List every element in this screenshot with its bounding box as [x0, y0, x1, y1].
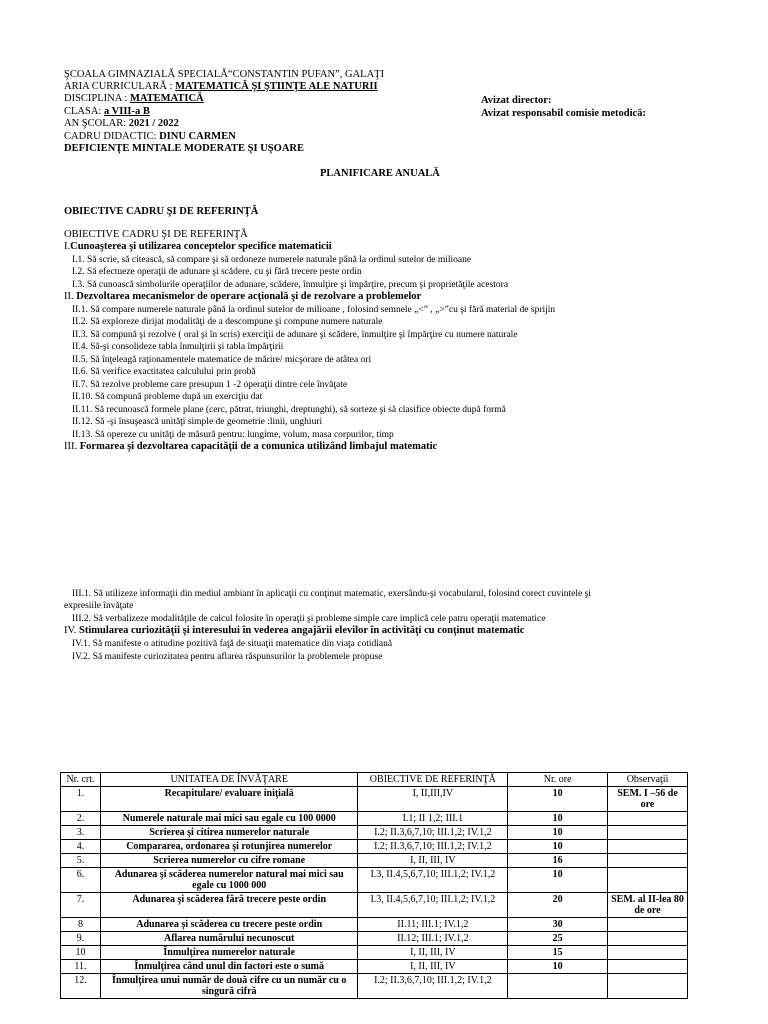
table-row	[61, 787, 688, 812]
row-hours: 15	[508, 946, 608, 960]
objective-item: II.12. Să -şi însuşească unităţi simple de geometrie :linii, unghiuri	[72, 417, 323, 427]
row-objectives: II.12; III.1; IV.1,2	[358, 932, 508, 946]
table-row	[61, 840, 688, 854]
row-hours: 10	[508, 812, 608, 826]
clasa	[64, 106, 150, 118]
row-objectives: II.11; III.1; IV.1,2	[358, 918, 508, 932]
header-nr: Nr. crt.	[61, 773, 101, 787]
row-notes	[608, 812, 688, 826]
row-notes	[608, 854, 688, 868]
row-notes: SEM. I –56 de ore	[608, 787, 688, 812]
clasa-label: CLASA:	[64, 106, 102, 117]
row-unit: Înmulţirea numerelor naturale	[100, 946, 358, 960]
row-hours: 30	[508, 918, 608, 932]
header-notes: Observaţii	[608, 773, 688, 787]
deficiente: DEFICIENŢE MINTALE MODERATE ŞI UŞOARE	[64, 143, 304, 154]
row-nr: 9.	[61, 932, 101, 946]
an-label: AN ŞCOLAR:	[64, 118, 127, 129]
avizat-responsabil: Avizat responsabil comisie metodică:	[481, 108, 646, 119]
disc-value: MATEMATICĂ	[129, 93, 204, 104]
avizat-director: Avizat director:	[481, 95, 552, 106]
row-objectives: I, II, III, IV	[358, 960, 508, 974]
objective-title: Dezvoltarea mecanismelor de operare acţională şi de rezolvare a problemelor	[76, 291, 422, 302]
objective-II	[64, 291, 421, 303]
row-nr: 8	[61, 918, 101, 932]
objective-item: II.10. Să compună probleme după un exerciţiu dat	[72, 392, 263, 402]
disc-label: DISCIPLINA :	[64, 93, 128, 104]
row-nr: 7.	[61, 893, 101, 918]
row-objectives: I, II, III, IV	[358, 946, 508, 960]
row-notes: SEM. al II-lea 80 de ore	[608, 893, 688, 918]
objective-item: II.5. Să înţeleagă raţionamentele matematice de mărire/ micşorare de atâtea ori	[72, 355, 372, 365]
objective-item: III.1. Să utilizeze informaţii din mediul ambiant în aplicaţii cu conţinut matematic, exersându-şi vocabularul, folosind corect cuvintele şi	[72, 589, 591, 599]
objective-item: II.2. Să exploreze dirijat modalităţi de a descompune şi compune numere naturale	[72, 317, 383, 327]
objective-item: I.1. Să scrie, să citească, să compare şi să ordoneze numerele naturale până la ordinul sutelor de milioane	[72, 255, 472, 265]
row-unit: Scrierea numerelor cu cifre romane	[100, 854, 358, 868]
row-nr: 12.	[61, 974, 101, 999]
objective-item: II.4. Să-şi consolideze tabla înmulţirii şi tabla împărţirii	[72, 342, 284, 352]
objective-item: I.2. Să efectueze operaţii de adunare şi scădere, cu şi fără trecere peste ordin	[72, 267, 362, 277]
row-hours: 10	[508, 868, 608, 893]
school-name: ŞCOALA GIMNAZIALĂ SPECIALĂ“CONSTANTIN PUFAN”, GALAŢI	[64, 69, 385, 80]
header-hours: Nr. ore	[508, 773, 608, 787]
row-hours: 10	[508, 960, 608, 974]
row-nr: 2.	[61, 812, 101, 826]
aria-curriculara	[64, 81, 378, 93]
objective-item: II.7. Să rezolve probleme care presupun 1 -2 operaţii dintre cele învăţate	[72, 380, 348, 390]
row-nr: 1.	[61, 787, 101, 812]
objective-item: IV.1. Să manifeste o atitudine pozitivă faţă de situaţii matematice din viaţa cotidiană	[72, 639, 393, 649]
section-heading-2: OBIECTIVE CADRU ŞI DE REFERINŢĂ	[64, 229, 248, 240]
row-unit: Înmulţirea când unul din factori este o sumă	[100, 960, 358, 974]
table-row	[61, 932, 688, 946]
header-unit: UNITATEA DE ÎNVĂŢARE	[100, 773, 358, 787]
table-row	[61, 960, 688, 974]
objective-item-continuation: expresiile învăţate	[64, 601, 134, 611]
row-unit: Scrierea şi citirea numerelor naturale	[100, 826, 358, 840]
row-hours: 20	[508, 893, 608, 918]
row-nr: 5.	[61, 854, 101, 868]
row-hours: 10	[508, 840, 608, 854]
objective-item: II.13. Să opereze cu unităţi de măsură pentru: lungime, volum, masa corpurilor, timp	[72, 430, 394, 440]
disciplina	[64, 93, 204, 105]
row-nr: 10	[61, 946, 101, 960]
row-notes	[608, 932, 688, 946]
objective-number: I.	[64, 241, 71, 252]
objective-item: III.2. Să verbalizeze modalităţile de calcul folosite în operaţii şi probleme simple care implică cele patru operaţii matematice	[72, 614, 546, 624]
row-hours	[508, 974, 608, 999]
objective-IV	[64, 625, 524, 637]
section-heading: OBIECTIVE CADRU ŞI DE REFERINŢĂ	[64, 206, 259, 217]
table-row	[61, 812, 688, 826]
objective-item: II.6. Să verifice exactitatea calculului prin probă	[72, 367, 256, 377]
row-notes	[608, 840, 688, 854]
planning-table	[60, 772, 688, 999]
objective-title: Formarea şi dezvoltarea capacităţii de a comunica utilizând limbajul matematic	[79, 441, 438, 452]
row-unit: Adunarea şi scăderea numerelor natural mai mici sau egale cu 1000 000	[100, 868, 358, 893]
row-hours: 16	[508, 854, 608, 868]
objective-III	[64, 441, 437, 453]
row-nr: 4.	[61, 840, 101, 854]
row-notes	[608, 974, 688, 999]
table-header-row	[61, 773, 688, 787]
objective-item: I.3. Să cunoască simbolurile operaţiilor de adunare, scădere, înmulţire şi împărţire, precum şi proprietăţile acestora	[72, 280, 509, 290]
cadru-value: DINU CARMEN	[159, 131, 236, 142]
table-row	[61, 854, 688, 868]
row-objectives: I.2; II.3,6,7,10; III.1,2; IV.1,2	[358, 826, 508, 840]
objective-title: Stimularea curiozităţii şi interesului în vederea angajării elevilor în activităţi cu conţinut matematic	[78, 625, 525, 636]
table-row	[61, 826, 688, 840]
cadru-didactic	[64, 131, 236, 143]
an-value: 2021 / 2022	[128, 118, 179, 129]
row-objectives: I, II, III, IV	[358, 854, 508, 868]
row-nr: 11.	[61, 960, 101, 974]
table-row	[61, 918, 688, 932]
objective-item: II.3. Să compună şi rezolve ( oral şi în scris) exerciţii de adunare şi scădere, înmulţire şi împărţire cu numere naturale	[72, 330, 518, 340]
objective-title: Cunoaşterea şi utilizarea conceptelor specifice matematicii	[70, 241, 332, 252]
row-notes	[608, 946, 688, 960]
row-objectives: I.3, II.4,5,6,7,10; III.1,2; IV.1,2	[358, 893, 508, 918]
cadru-label: CADRU DIDACTIC:	[64, 131, 157, 142]
row-unit: Numerele naturale mai mici sau egale cu 100 0000	[100, 812, 358, 826]
row-objectives: I.3, II.4,5,6,7,10; III.1,2; IV.1,2	[358, 868, 508, 893]
objective-I	[64, 241, 332, 253]
row-objectives: I.1; II 1,2; III.1	[358, 812, 508, 826]
objective-number: II.	[64, 291, 74, 302]
row-notes	[608, 826, 688, 840]
row-notes	[608, 960, 688, 974]
table-row	[61, 974, 688, 999]
row-unit: Adunarea şi scăderea fără trecere peste ordin	[100, 893, 358, 918]
row-objectives: I, II,III,IV	[358, 787, 508, 812]
table-row	[61, 893, 688, 918]
row-notes	[608, 918, 688, 932]
table-row	[61, 946, 688, 960]
header-objectives: OBIECTIVE DE REFERINŢĂ	[358, 773, 508, 787]
aria-value: MATEMATICĂ ŞI ŞTIINŢE ALE NATURII	[175, 81, 378, 92]
objective-item: II.1. Să compare numerele naturale până la ordinul sutelor de milioane , folosind semnele „<” , „>”cu şi fără material de sprijin	[72, 305, 556, 315]
row-hours: 10	[508, 826, 608, 840]
row-unit: Înmulţirea unui număr de două cifre cu un număr cu o singură cifră	[100, 974, 358, 999]
aria-label: ARIA CURRICULARĂ :	[64, 81, 173, 92]
row-objectives: I.2; II.3,6,7,10; III.1,2; IV.1,2	[358, 840, 508, 854]
row-hours: 10	[508, 787, 608, 812]
clasa-value: a VIII-a B	[103, 106, 150, 117]
objective-item: IV.2. Să manifeste curiozitatea pentru aflarea răspunsurilor la problemele propuse	[72, 652, 383, 662]
row-hours: 25	[508, 932, 608, 946]
objective-number: III.	[64, 441, 78, 452]
table-row	[61, 868, 688, 893]
objective-item: II.11. Să recunoască formele plane (cerc, pătrat, triunghi, dreptunghi), să sorteze şi să clasifice obiecte după formă	[72, 405, 506, 415]
page-title: PLANIFICARE ANUALĂ	[320, 168, 440, 179]
row-objectives: I.2; II.3,6,7,10; III.1,2; IV.1,2	[358, 974, 508, 999]
row-unit: Adunarea şi scăderea cu trecere peste ordin	[100, 918, 358, 932]
row-unit: Recapitulare/ evaluare iniţială	[100, 787, 358, 812]
an-scolar	[64, 118, 179, 130]
row-nr: 6.	[61, 868, 101, 893]
objective-number: IV.	[64, 625, 77, 636]
row-nr: 3.	[61, 826, 101, 840]
row-notes	[608, 868, 688, 893]
row-unit: Aflarea numărului necunoscut	[100, 932, 358, 946]
row-unit: Compararea, ordonarea şi rotunjirea numerelor	[100, 840, 358, 854]
